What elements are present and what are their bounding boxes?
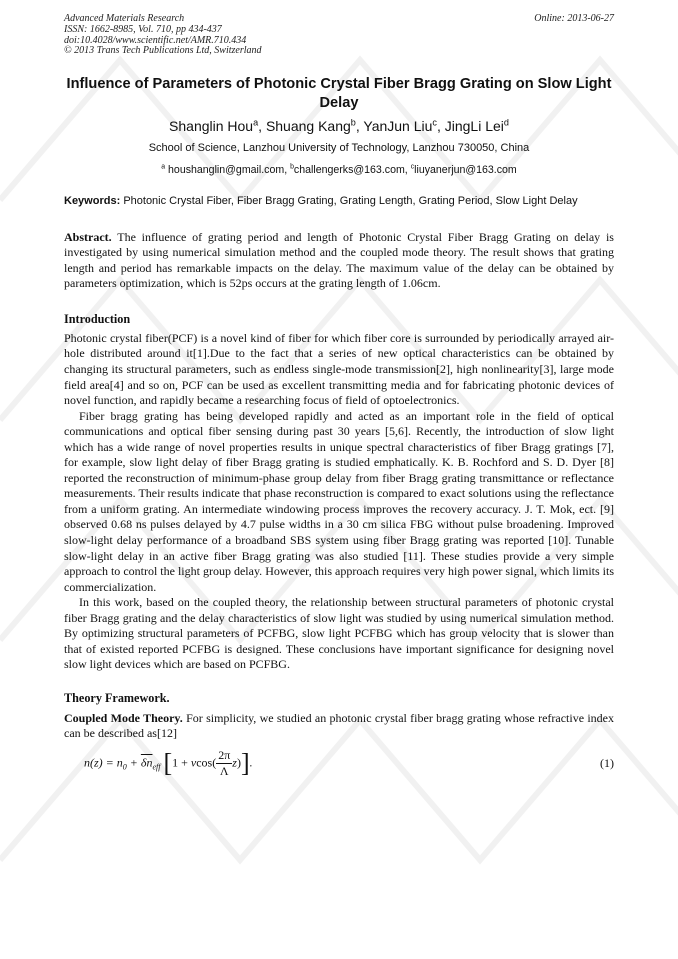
equation-formula: $n(z) = n_0 + \overline{\delta n}_{eff}$ [1 + vcos( $\frac{2\pi}{\Lambda}$ z)]. <box>84 748 253 778</box>
issn-line: ISSN: 1662-8985, Vol. 710, pp 434-437 <box>64 23 222 35</box>
author-name: YanJun Liu <box>363 118 433 135</box>
journal-header <box>64 14 614 57</box>
email-sup: b <box>290 163 294 171</box>
author-sup: c <box>432 117 437 128</box>
equation-1 <box>64 744 614 784</box>
intro-paragraph: Fiber bragg grating has being developed rapidly and acted as an important role in the field of optical communications and optical fiber sensing during past 30 years [5,6]. Recently, the introduction of slow light which has a wide range of novel properties results in unique spectral characteristics of fiber Bragg gratings [7], for example, slow light delay of fiber Bragg grating is studied emphatically. K. B. Rochford and S. D. Dyer [8] reported the reconstruction of minimum-phase group delay from fiber Bragg grating transmittance or reflectance measurements. Their results indicate that phase reconstruction is compared to exact solutions using the reflectance from a uniform grating. An intermediate windowing process improves the recovery accuracy. J. T. Mok, ect. [9] observed 0.68 ns pulses delayed by 4.7 pulse widths in a 30 cm silica FBG without pulse broadening. Improved slow-light delay performance of a broadband SBS system using fiber Bragg grating was reported [10]. Tunable slow-light delay in an active fiber Bragg grating was also studied [11]. These studies provide a very simple approach to control the light group delay. However, this approach requires very high power signal, which limits its commercialization. <box>64 408 614 594</box>
paper-title: Influence of Parameters of Photonic Crystal Fiber Bragg Grating on Slow Light Delay <box>66 76 612 111</box>
author-list: Shanglin Hou$^a$, Shuang Kang$^b$, YanJun Liu$^c$, JingLi Lei$^d$ <box>169 117 509 135</box>
abstract-text: The influence of grating period and length of Photonic Crystal Fiber Bragg Grating on delay is investigated by using numerical simulation method and the coupled mode theory. The result shows that grating length and period has remarkable impacts on the delay. The maximum value of the delay can be obtained by parameters optimization, which is 52ps occurs at the grating length of 1.06cm. <box>64 229 614 291</box>
intro-paragraph: In this work, based on the coupled theory, the relationship between structural parameters of photonic crystal fiber Bragg grating and the delay characteristics of slow light was studied by using numerical simulation method. By optimizing structural parameters of PCFBG, slow light PCFBG which has group velocity that is slower than that of existed reported PCFBG is designed. These conclusions have important significance for designing novel slow light devices which are based on PCFBG. <box>64 595 614 672</box>
author-name: Shuang Kang <box>265 118 351 135</box>
keywords-text: Photonic Crystal Fiber, Fiber Bragg Grating, Grating Length, Grating Period, Slow Light Delay <box>123 195 578 208</box>
section-heading-introduction: Introduction <box>64 311 131 326</box>
equation-number: (1) <box>600 756 614 770</box>
online-date: Online: 2013-06-27 <box>534 13 614 24</box>
abstract <box>64 230 614 292</box>
copyright-line: © 2013 Trans Tech Publications Ltd, Switzerland <box>64 45 262 57</box>
section-heading-theory: Theory Framework. <box>64 690 170 705</box>
paper-page <box>64 14 614 784</box>
email-link[interactable]: liuyanerjun@163.com <box>414 164 517 177</box>
intro-paragraph: Photonic crystal fiber(PCF) is a novel kind of fiber for which fiber core is surrounded by periodically arrayed air-hole distributed around it[1].Due to the fact that a series of new optical characteristics can be obtained by changing its structural parameters, such as endless single-mode transmission[2], high nonlinearity[3], large mode field area[4] and so on, PCF can be used as excellent transmitting media and for fabricating photonic devices of novel function, and rapidly became a researching focus of field of optoelectronics. <box>64 330 614 408</box>
keywords <box>64 194 614 209</box>
coupled-mode-label: Coupled Mode Theory. <box>64 710 183 725</box>
email-sup: c <box>410 163 415 171</box>
email-list: $^a$ houshanglin@gmail.com, $^b$challengerks@163.com, $^c$liuyanerjun@163.com <box>161 163 517 177</box>
author-name: JingLi Lei <box>444 118 504 135</box>
author-name: Shanglin Hou <box>169 118 254 135</box>
email-link[interactable]: challengerks@163.com <box>293 164 405 177</box>
email-link[interactable]: houshanglin@gmail.com <box>168 164 285 177</box>
author-sup: d <box>503 117 509 128</box>
author-sup: a <box>253 117 259 128</box>
affiliation: School of Science, Lanzhou University of Technology, Lanzhou 730050, China <box>148 142 530 155</box>
author-sup: b <box>350 117 356 128</box>
journal-name: Advanced Materials Research <box>64 13 185 24</box>
email-sup: a <box>161 163 166 171</box>
coupled-mode-text: For simplicity, we studied an photonic crystal fiber bragg grating whose refractive index can be described as[12] <box>64 710 615 741</box>
doi-line[interactable]: doi:10.4028/www.scientific.net/AMR.710.434 <box>64 34 247 46</box>
keywords-label: Keywords: <box>64 195 121 208</box>
coupled-mode-paragraph <box>64 711 614 742</box>
abstract-label: Abstract. <box>64 229 112 244</box>
